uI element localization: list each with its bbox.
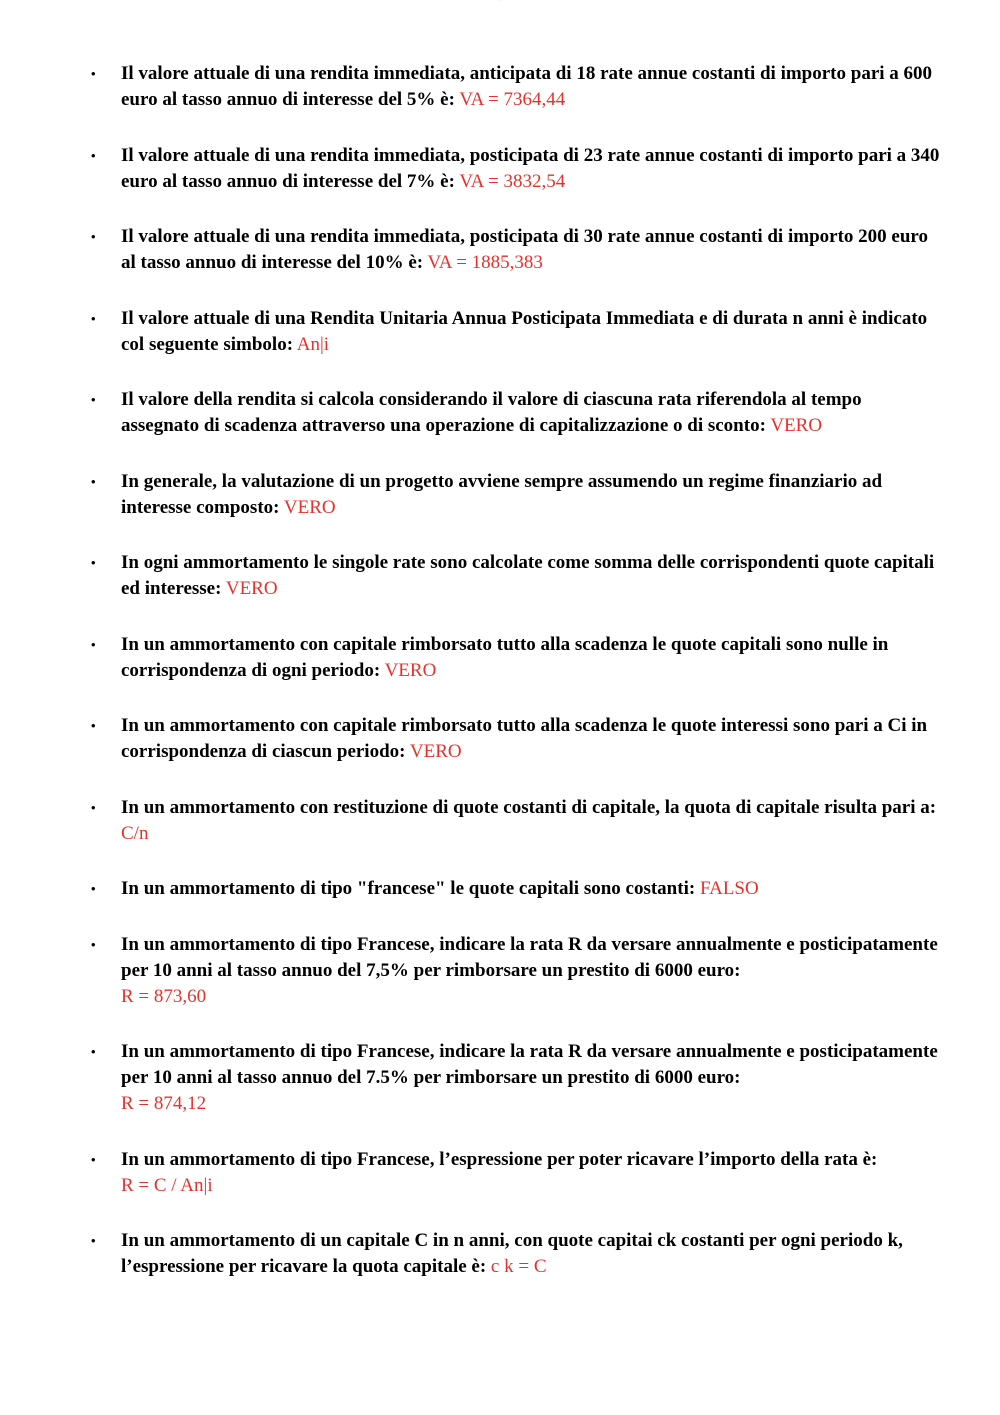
list-item — [0, 306, 1000, 358]
bullet-icon: • — [91, 1151, 96, 1167]
question-text: In generale, la valutazione di un progetto avviene sempre assumendo un regime finanziario ad interesse composto: — [121, 470, 883, 518]
answer-text: R = C / An|i — [121, 1174, 213, 1196]
list-item — [0, 550, 1000, 602]
list-item — [0, 1039, 1000, 1117]
question-text: In un ammortamento con restituzione di quote costanti di capitale, la quota di capitale risulta pari a: — [121, 796, 937, 818]
list-item — [0, 469, 1000, 521]
bullet-icon: • — [91, 1044, 96, 1059]
question-text: In un ammortamento con capitale rimborsato tutto alla scadenza le quote interessi sono pari a Ci in corrispondenza di ciascun periodo: — [121, 715, 928, 762]
question-text: In un ammortamento con capitale rimborsato tutto alla scadenza le quote capitali sono nulle in corrispondenza di ogni periodo: — [121, 633, 889, 681]
list-item — [0, 932, 1000, 1010]
question-text: Il valore attuale di una rendita immediata, posticipata di 30 rate annue costanti di importo 200 euro al tasso annuo di interesse del 10% è: — [121, 226, 928, 273]
list-item — [0, 387, 1000, 439]
list-item — [0, 224, 1000, 276]
question-text: In un ammortamento di un capitale C in n anni, con quote capitai ck costanti per ogni periodo k, l’espressione per ricavare la quota capitale è: — [121, 1230, 903, 1277]
question-text: Il valore attuale di una rendita immediata, anticipata di 18 rate annue costanti di importo pari a 600 euro al tasso annuo di interesse del 5% è: — [121, 63, 933, 110]
bullet-icon: • — [91, 555, 96, 570]
bullet-icon: • — [91, 936, 96, 952]
bullet-icon: • — [91, 881, 96, 896]
bullet-icon: • — [91, 636, 96, 652]
answer-text: VERO — [384, 659, 437, 681]
bullet-icon: • — [91, 147, 96, 163]
bullet-icon: • — [91, 392, 96, 407]
bullet-icon: • — [91, 718, 96, 733]
answer-text: VA = 1885,383 — [427, 252, 543, 273]
question-text: In un ammortamento di tipo "francese" le quote capitali sono costanti: — [121, 878, 696, 899]
answer-text: FALSO — [699, 878, 759, 899]
question-text: In un ammortamento di tipo Francese, l’espressione per poter ricavare l’importo della rata è: — [121, 1148, 878, 1170]
list-item — [0, 61, 1000, 113]
bullet-icon: • — [91, 66, 96, 81]
list-item — [0, 713, 1000, 765]
list-item — [0, 1147, 1000, 1199]
question-text: Il valore attuale di una Rendita Unitaria Annua Posticipata Immediata e di durata n anni è indicato col seguente simbolo: — [121, 307, 928, 355]
answer-text: c k = C — [490, 1256, 547, 1277]
question-text: Il valore della rendita si calcola considerando il valore di ciascuna rata riferendola al tempo assegnato di scadenza attraverso una operazione di capitalizzazione o di sconto: — [121, 389, 862, 436]
answer-text: R = 874,12 — [121, 1093, 207, 1114]
list-item — [0, 1228, 1000, 1280]
question-text: In un ammortamento di tipo Francese, indicare la rata R da versare annualmente e posticipatamente per 10 anni al tasso annuo del 7,5% per rimborsare un prestito di 6000 euro: — [121, 933, 938, 981]
answer-text: VA = 7364,44 — [459, 89, 566, 110]
bullet-icon: • — [91, 473, 96, 489]
answer-text: VERO — [770, 415, 823, 436]
answer-text: VA = 3832,54 — [459, 170, 566, 192]
question-answer-list — [0, 61, 1000, 1280]
question-text: In ogni ammortamento le singole rate sono calcolate come somma delle corrispondenti quote capitali ed interesse: — [121, 552, 935, 599]
page-header-mark: · · · — [497, 0, 503, 3]
answer-text: VERO — [283, 496, 336, 518]
bullet-icon: • — [91, 310, 96, 326]
bullet-icon: • — [91, 229, 96, 244]
question-text: In un ammortamento di tipo Francese, indicare la rata R da versare annualmente e posticipatamente per 10 anni al tasso annuo del 7.5% per rimborsare un prestito di 6000 euro: — [121, 1041, 938, 1088]
answer-text: C/n — [121, 822, 149, 844]
answer-text: R = 873,60 — [121, 985, 207, 1007]
bullet-icon: • — [91, 1233, 96, 1248]
answer-text: An|i — [296, 333, 330, 355]
answer-text: VERO — [409, 741, 462, 762]
question-text: Il valore attuale di una rendita immediata, posticipata di 23 rate annue costanti di importo pari a 340 euro al tasso annuo di interesse del 7% è: — [121, 144, 940, 192]
list-item — [0, 632, 1000, 684]
answer-text: VERO — [225, 578, 278, 599]
list-item — [0, 876, 1000, 902]
list-item — [0, 795, 1000, 847]
bullet-icon: • — [91, 799, 96, 815]
list-item — [0, 143, 1000, 195]
